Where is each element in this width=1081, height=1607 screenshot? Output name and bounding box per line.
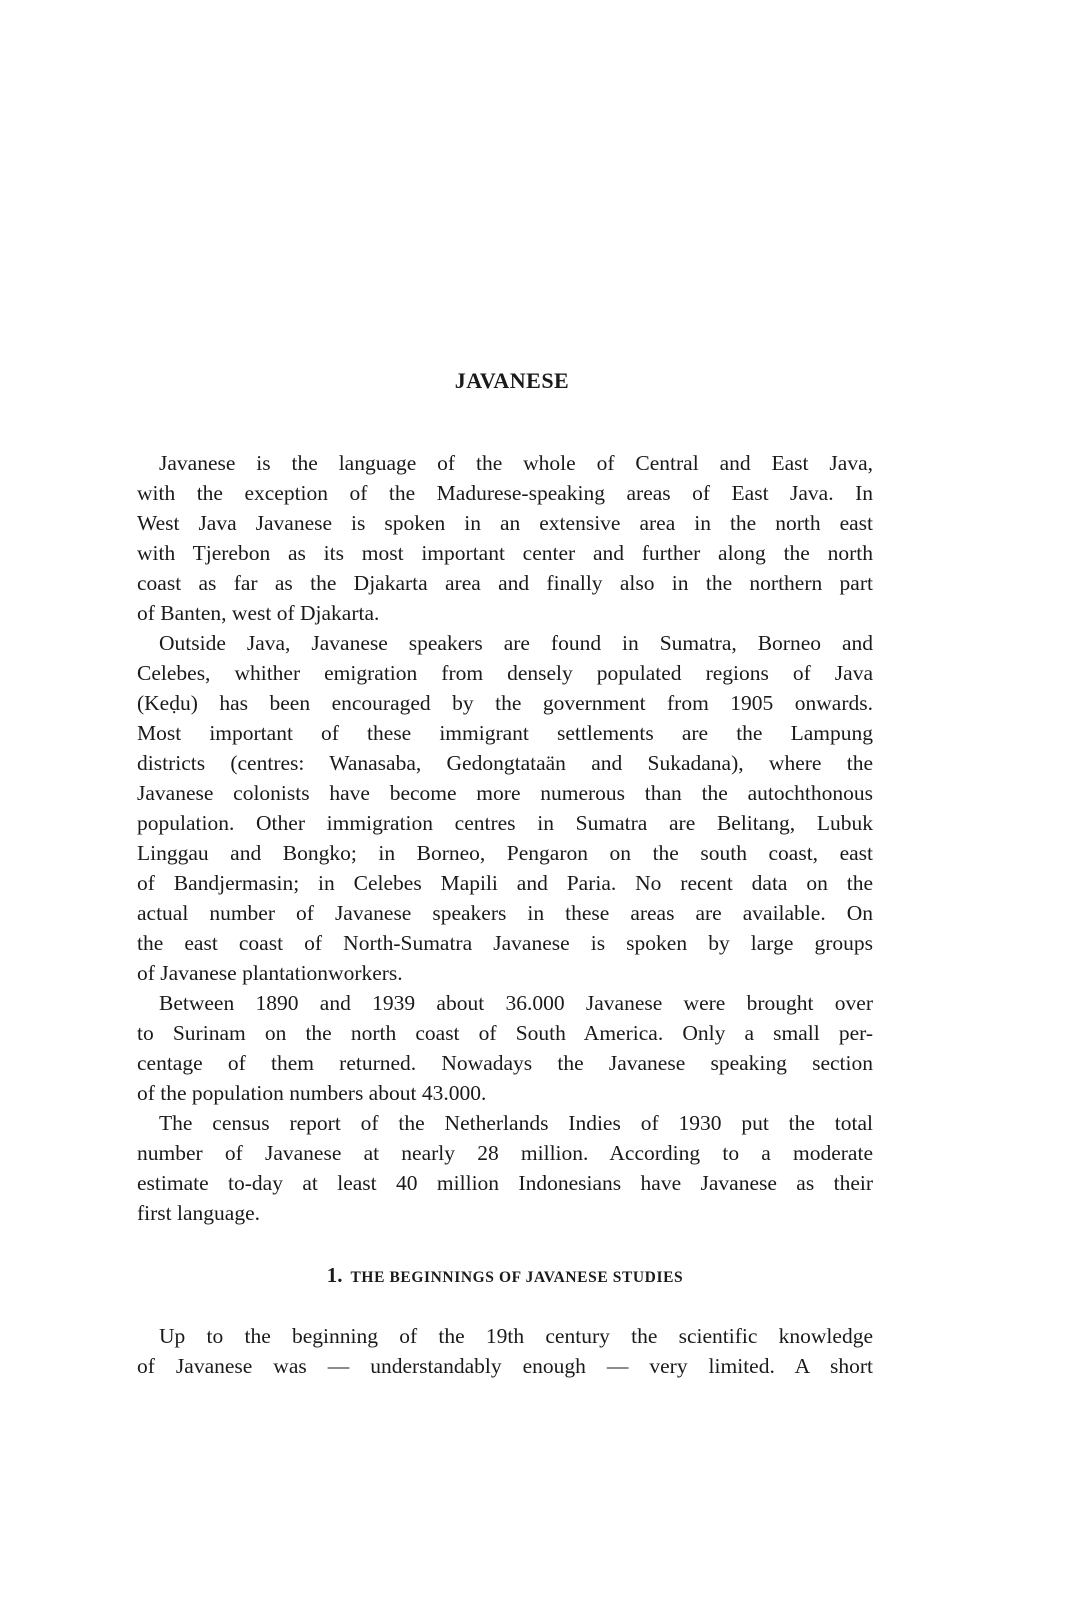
text-line: Most important of these immigrant settlements are the Lampung — [137, 721, 873, 745]
text-line: of Banten, west of Djakarta. — [137, 601, 380, 625]
section-text — [137, 1321, 873, 1381]
text-line: Javanese colonists have become more numerous than the autochthonous — [137, 781, 873, 805]
text-line: Between 1890 and 1939 about 36.000 Javanese were brought over — [159, 991, 873, 1015]
text-line: estimate to-day at least 40 million Indonesians have Javanese as their — [137, 1171, 873, 1195]
section-heading — [0, 1263, 1010, 1288]
text-line: Celebes, whither emigration from densely populated regions of Java — [137, 661, 873, 685]
text-line: Outside Java, Javanese speakers are found in Sumatra, Borneo and — [159, 631, 873, 655]
text-line: of the population numbers about 43.000. — [137, 1081, 487, 1105]
text-line: West Java Javanese is spoken in an extensive area in the north east — [137, 511, 873, 535]
paragraph — [137, 1321, 873, 1381]
paragraph — [137, 988, 873, 1108]
text-line: actual number of Javanese speakers in these areas are available. On — [137, 901, 873, 925]
section-number: 1. — [326, 1263, 343, 1287]
section-title: THE BEGINNINGS OF JAVANESE STUDIES — [350, 1269, 684, 1286]
paragraph — [137, 628, 873, 988]
text-line: Javanese is the language of the whole of Central and East Java, — [159, 451, 873, 475]
text-line: districts (centres: Wanasaba, Gedongtataän and Sukadana), where the — [137, 751, 873, 775]
text-line: of Javanese was — understandably enough — very limited. A short — [137, 1354, 873, 1378]
text-line: centage of them returned. Nowadays the Javanese speaking section — [137, 1051, 873, 1075]
chapter-title: JAVANESE — [454, 368, 570, 393]
text-line: to Surinam on the north coast of South America. Only a small per- — [137, 1021, 873, 1045]
text-line: of Bandjermasin; in Celebes Mapili and Paria. No recent data on the — [137, 871, 873, 895]
text-line: Up to the beginning of the 19th century the scientific knowledge — [159, 1324, 873, 1348]
text-line: with Tjerebon as its most important center and further along the north — [137, 541, 873, 565]
text-line: population. Other immigration centres in Sumatra are Belitang, Lubuk — [137, 811, 873, 835]
text-line: coast as far as the Djakarta area and finally also in the northern part — [137, 571, 873, 595]
intro-text — [137, 448, 873, 1228]
paragraph — [137, 448, 873, 628]
text-line: the east coast of North-Sumatra Javanese is spoken by large groups — [137, 931, 873, 955]
text-line: (Keḍu) has been encouraged by the government from 1905 onwards. — [137, 691, 873, 715]
paragraph — [137, 1108, 873, 1228]
text-line: of Javanese plantationworkers. — [137, 961, 403, 985]
text-line: number of Javanese at nearly 28 million. According to a moderate — [137, 1141, 873, 1165]
text-line: first language. — [137, 1201, 260, 1225]
text-line: with the exception of the Madurese-speaking areas of East Java. In — [137, 481, 873, 505]
text-line: Linggau and Bongko; in Borneo, Pengaron on the south coast, east — [137, 841, 873, 865]
text-line: The census report of the Netherlands Indies of 1930 put the total — [159, 1111, 873, 1135]
